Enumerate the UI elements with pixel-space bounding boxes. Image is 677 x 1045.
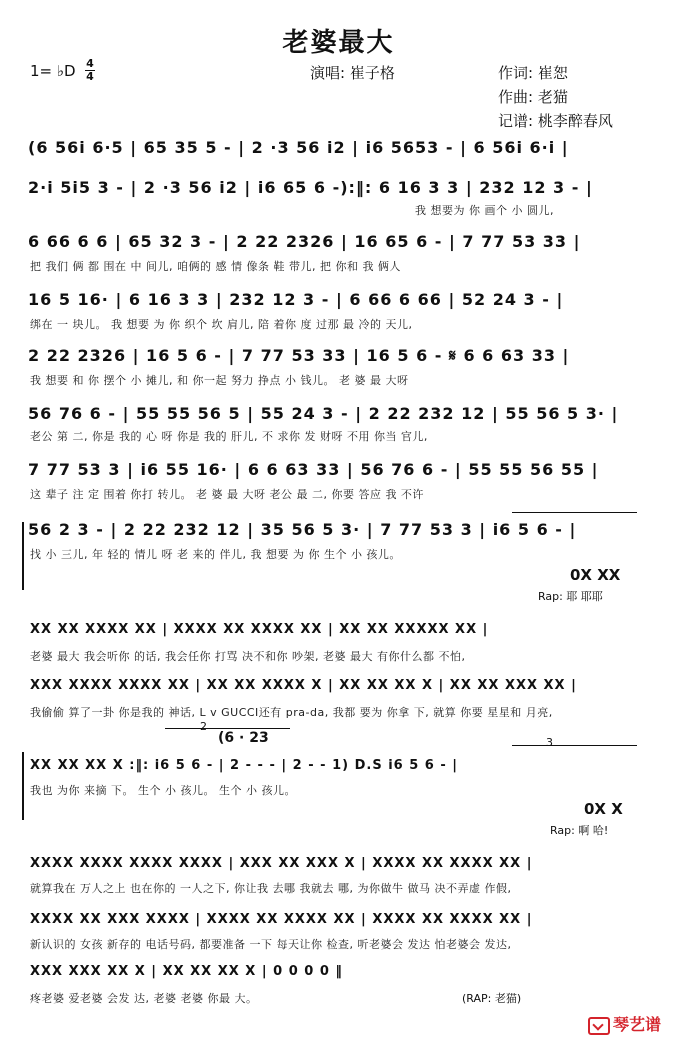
score-row-7: 7 77 53 3 | i6 55 16· | 6 6 63 33 | 56 76 6 - | 55 55 56 55 | [28, 460, 599, 479]
singer-credit: 演唱: 崔子格 [310, 64, 395, 82]
score-row-1: (6 56i 6·5 | 65 35 5 - | 2 ·3 56 i2 | i6 5653 - | 6 56i 6·i | [28, 138, 569, 157]
page-title: 老婆最大 [282, 28, 395, 58]
lyric-row-7: 这 辈子 注 定 围着 你打 转儿。 老 婆 最 大呀 老公 最 二, 你要 答应 我 不许 [30, 488, 424, 501]
lyric-row-3: 把 我们 俩 都 围在 中 间儿, 咱俩的 感 情 像条 鞋 带儿, 把 你和 我 俩人 [30, 260, 401, 273]
score-row-3: 6 66 6 6 | 65 32 3 - | 2 22 2326 | 16 65 6 - | 7 77 53 33 | [28, 232, 581, 251]
rap-intro-notes: 0X XX [570, 566, 621, 584]
rap2-row-3: XXX XXX XX X | XX XX XX X | 0 0 0 0 ‖ [30, 964, 343, 979]
lyric-row-4: 绑在 一 块儿。 我 想要 为 你 织个 坎 肩儿, 陪 着你 度 过那 最 冷的 天儿, [30, 318, 413, 331]
rap2-lyric-row-2: 新认识的 女孩 新存的 电话号码, 都要准备 一下 每天让你 检查, 听老婆会 发达 怕老婆会 发达, [30, 938, 512, 951]
score-row-6: 56 76 6 - | 55 55 56 5 | 55 24 3 - | 2 22 232 12 | 55 56 5 3· | [28, 404, 619, 423]
rap-2-notes: 0X X [584, 800, 623, 818]
time-signature [85, 58, 95, 83]
rap-row-3: XX XX XX X :‖: i6 5 6 - | 2 - - - | 2 - - 1) D.S i6 5 6 - | [30, 758, 459, 773]
rap2-lyric-row-3: 疼老婆 爱老婆 会发 达, 老婆 老婆 你最 大。 [30, 992, 258, 1005]
rap-2-label: Rap: 啊 哈! [550, 824, 609, 837]
system-bracket-1 [22, 522, 24, 590]
composer-credit: 作曲: 老猫 [498, 88, 568, 106]
system-bracket-2 [22, 752, 24, 820]
score-row-5: 2 22 2326 | 16 5 6 - | 7 77 53 33 | 16 5 6 - 𝄋 6 6 63 33 | [28, 346, 570, 365]
rap2-row-2: XXXX XX XXX XXXX | XXXX XX XXXX XX | XXXX XX XXXX XX | [30, 912, 533, 927]
score-row-4: 16 5 16· | 6 16 3 3 | 232 12 3 - | 6 66 6 66 | 52 24 3 - | [28, 290, 564, 309]
key-signature: 1= ♭D [30, 62, 76, 80]
lyric-row-2: 我 想要为 你 画个 小 圆儿, [415, 204, 554, 217]
rap-credit: (RAP: 老猫) [462, 992, 522, 1005]
rap-intro-label: Rap: 耶 耶耶 [538, 590, 603, 603]
volta-3-label: 3 [546, 736, 553, 749]
rap2-lyric-row-1: 就算我在 万人之上 也在你的 一人之下, 你让我 去哪 我就去 哪, 为你做牛 做马 决不弄虚 作假, [30, 882, 512, 895]
rap-row-1: XX XX XXXX XX | XXXX XX XXXX XX | XX XX XXXXX XX | [30, 622, 489, 637]
logo-text: 琴艺谱 [612, 1015, 661, 1034]
time-signature-bottom: 4 [86, 70, 94, 83]
rap2-row-1: XXXX XXXX XXXX XXXX | XXX XX XXX X | XXXX XX XXXX XX | [30, 856, 533, 871]
volta-2-bracket [165, 728, 290, 729]
rap-lyric-row-1: 老婆 最大 我会听你 的话, 我会任你 打骂 决不和你 吵架, 老婆 最大 有你什么都 不怕, [30, 650, 466, 663]
score-row-2: 2·i 5i5 3 - | 2 ·3 56 i2 | i6 65 6 -):‖: 6 16 3 3 | 232 12 3 - | [28, 178, 593, 197]
lyric-row-8: 找 小 三儿, 年 轻的 情儿 呀 老 来的 伴儿, 我 想要 为 你 生个 小 孩儿。 [30, 548, 401, 561]
transcriber-credit: 记谱: 桃李醉春风 [498, 112, 613, 130]
lyric-row-6: 老公 第 二, 你是 我的 心 呀 你是 我的 肝儿, 不 求你 发 财呀 不用 你当 官儿, [30, 430, 428, 443]
rap-row-2: XXX XXXX XXXX XX | XX XX XXXX X | XX XX XX X | XX XX XXX XX | [30, 678, 577, 693]
site-logo [588, 1012, 661, 1035]
score-row-8: 56 2 3 - | 2 22 232 12 | 35 56 5 3· | 7 77 53 3 | i6 5 6 - | [28, 520, 577, 539]
volta-3-bracket [512, 745, 637, 746]
time-signature-top: 4 [86, 57, 94, 70]
rap-lyric-row-2: 我偷偷 算了一卦 你是我的 神话, L v GUCCI还有 pra-da, 我都 要为 你拿 下, 就算 你要 星星和 月亮, [30, 706, 553, 719]
lyric-row-5: 我 想要 和 你 摆个 小 摊儿, 和 你一起 努力 挣点 小 钱儿。 老 婆 最 大呀 [30, 374, 409, 387]
bracket-notes: (6 · 23 [218, 730, 269, 746]
lyricist-credit: 作词: 崔恕 [498, 64, 568, 82]
rap-lyric-row-3: 我也 为你 来摘 下。 生个 小 孩儿。 生个 小 孩儿。 [30, 784, 296, 797]
volta-2-label: 2 [200, 720, 207, 733]
logo-icon [588, 1017, 610, 1035]
volta-1-bracket [512, 512, 637, 513]
